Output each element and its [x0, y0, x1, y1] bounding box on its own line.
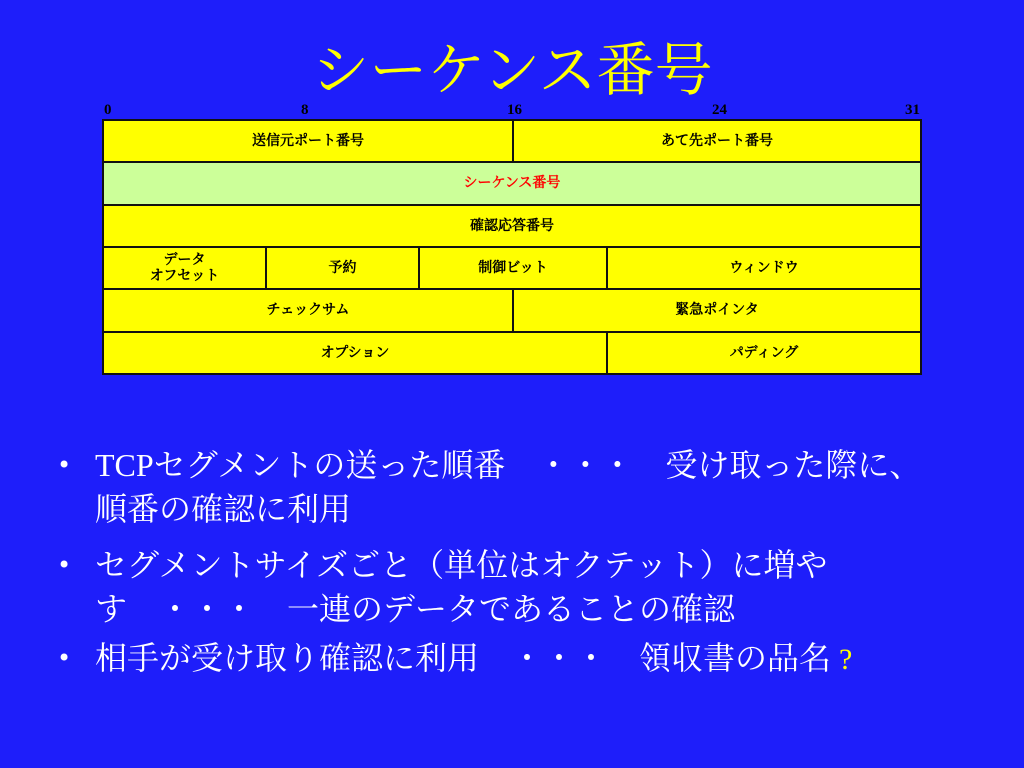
reserved-field: 予約: [267, 248, 420, 288]
bullet-text-line: セグメントサイズごと（単位はオクテット）に増や: [95, 546, 828, 584]
header-row-options: [104, 333, 920, 373]
header-row-sequence: [104, 163, 920, 205]
bullet-marker: •: [57, 644, 72, 672]
source-port-field: 送信元ポート番号: [104, 121, 514, 161]
checksum-field: チェックサム: [104, 290, 514, 330]
header-row-ack: [104, 206, 920, 248]
question-mark: ?: [839, 643, 853, 676]
destination-port-field: あて先ポート番号: [514, 121, 920, 161]
bit-label-8: 8: [301, 102, 309, 118]
bit-label-31: 31: [905, 102, 920, 118]
bit-label-16: 16: [507, 102, 522, 118]
bullet-text: [95, 636, 852, 680]
bullet-marker: •: [57, 551, 72, 579]
bullet-text: [95, 443, 921, 531]
bullet-marker: •: [57, 451, 72, 479]
bit-label-24: 24: [712, 102, 727, 118]
bullet-text-body: セグメントの送った順番 ・・・ 受け取った際に、: [153, 446, 922, 484]
bullet-text-line: す ・・・ 一連のデータであることの確認: [95, 590, 736, 628]
bullet-text-line: [95, 443, 921, 487]
data-offset-field: データ オフセット: [104, 248, 267, 288]
bit-label-0: 0: [104, 102, 112, 118]
bullet-text-body: 相手が受け取り確認に利用 ・・・ 領収書の品名: [95, 639, 832, 677]
header-row-checksum: [104, 290, 920, 332]
window-field: ウィンドウ: [608, 248, 920, 288]
header-row-ports: [104, 121, 920, 163]
slide-title: シーケンス番号: [311, 36, 713, 104]
bullet-text: [95, 543, 827, 631]
ack-number-field: 確認応答番号: [104, 206, 920, 246]
options-field: オプション: [104, 333, 608, 373]
header-row-flags: [104, 248, 920, 290]
bullet-text-line: 順番の確認に利用: [95, 490, 352, 528]
sequence-number-field: シーケンス番号: [104, 163, 920, 203]
padding-field: パディング: [608, 333, 920, 373]
bullet-text-line: [95, 636, 852, 680]
control-bits-field: 制御ビット: [420, 248, 608, 288]
urgent-pointer-field: 緊急ポインタ: [514, 290, 920, 330]
bullet-text-prefix: TCP: [95, 447, 154, 483]
tcp-header-diagram: [102, 119, 922, 375]
